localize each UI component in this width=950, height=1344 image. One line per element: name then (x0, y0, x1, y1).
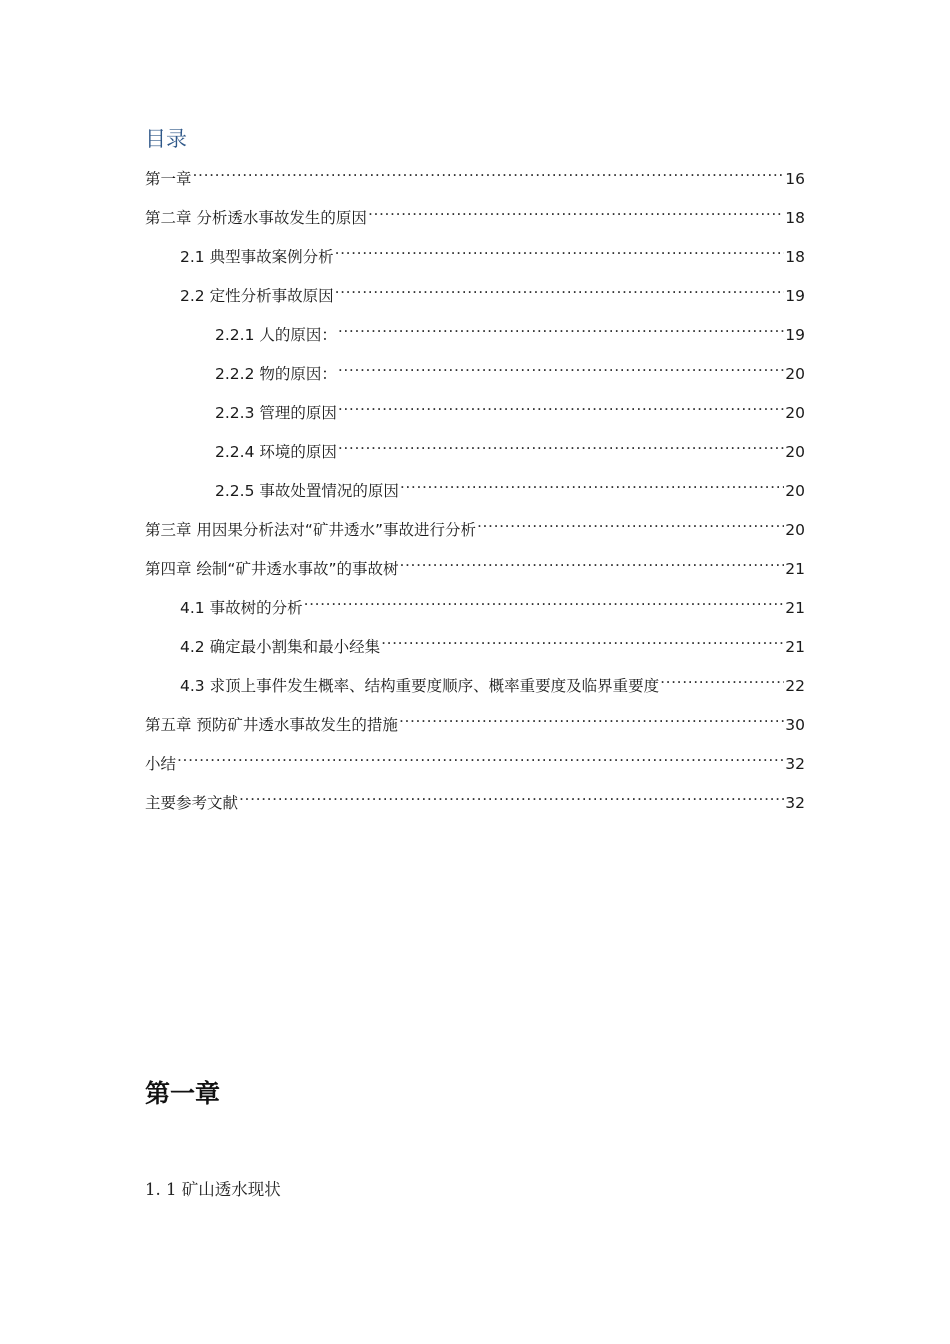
toc-title: 目录 (145, 127, 187, 151)
toc-entry-label: 2.2 定性分析事故原因 (180, 287, 334, 305)
toc-entry-label: 第五章 预防矿井透水事故发生的措施 (145, 716, 398, 734)
toc-entry[interactable] (180, 665, 805, 695)
toc-entry[interactable] (180, 236, 805, 266)
toc-entry-page: 21 (785, 560, 805, 578)
toc-leader-dots (381, 626, 784, 652)
toc-entry-page: 19 (785, 287, 805, 305)
toc-entry-label: 2.2.5 事故处置情况的原因 (215, 482, 399, 500)
toc-leader-dots (338, 353, 784, 379)
toc-entry[interactable] (180, 587, 805, 617)
toc-entry-page: 20 (785, 521, 805, 539)
toc-entry-page: 18 (785, 209, 805, 227)
toc-leader-dots (400, 470, 784, 496)
toc-entry[interactable] (145, 509, 805, 539)
toc-entry[interactable] (145, 782, 805, 812)
toc-entry[interactable] (145, 704, 805, 734)
toc-entry-page: 21 (785, 599, 805, 617)
toc-entry-page: 20 (785, 482, 805, 500)
toc-entry-label: 小结 (145, 755, 177, 773)
section-heading: 1. 1 矿山透水现状 (145, 1180, 281, 1199)
toc-leader-dots (660, 665, 784, 691)
toc-entry-label: 2.2.1 人的原因： (215, 326, 337, 344)
toc-entry-page: 22 (785, 677, 805, 695)
toc-entry-page: 19 (785, 326, 805, 344)
toc-entry-label: 4.2 确定最小割集和最小经集 (180, 638, 381, 656)
toc-entry[interactable] (215, 470, 805, 500)
toc-entry-label: 4.3 求顶上事件发生概率、结构重要度顺序、概率重要度及临界重要度 (180, 677, 660, 695)
toc-leader-dots (477, 509, 784, 535)
toc-entry-page: 30 (785, 716, 805, 734)
toc-entry[interactable] (145, 743, 805, 773)
toc-leader-dots (338, 392, 784, 418)
toc-leader-dots (400, 548, 785, 574)
toc-leader-dots (399, 704, 784, 730)
toc-entry-label: 主要参考文献 (145, 794, 239, 812)
toc-entry-page: 21 (785, 638, 805, 656)
toc-entry-label: 2.1 典型事故案例分析 (180, 248, 334, 266)
toc-entry[interactable] (215, 431, 805, 461)
toc-leader-dots (338, 431, 784, 457)
toc-entry-page: 20 (785, 443, 805, 461)
toc-entry-page: 20 (785, 365, 805, 383)
toc-leader-dots (368, 197, 784, 223)
toc-entry-page: 32 (785, 794, 805, 812)
toc-leader-dots (193, 158, 785, 184)
toc-entry-label: 第四章 绘制“矿井透水事故”的事故树 (145, 560, 399, 578)
toc-entry-label: 4.1 事故树的分析 (180, 599, 303, 617)
toc-entry[interactable] (215, 314, 805, 344)
chapter-heading: 第一章 (145, 1079, 221, 1108)
toc-entry-page: 32 (785, 755, 805, 773)
toc-entry-label: 第二章 分析透水事故发生的原因 (145, 209, 367, 227)
toc-entry[interactable] (145, 548, 805, 578)
toc-entry-label: 2.2.4 环境的原因 (215, 443, 337, 461)
toc-entry-page: 16 (785, 170, 805, 188)
toc-entry[interactable] (215, 392, 805, 422)
toc-leader-dots (335, 275, 785, 301)
toc-leader-dots (239, 782, 784, 808)
toc-leader-dots (335, 236, 785, 262)
toc-entry-label: 第三章 用因果分析法对“矿井透水”事故进行分析 (145, 521, 476, 539)
toc-entry-label: 2.2.2 物的原因： (215, 365, 337, 383)
toc-entry[interactable] (145, 197, 805, 227)
toc-entry-page: 18 (785, 248, 805, 266)
toc-leader-dots (304, 587, 785, 613)
toc-entry[interactable] (145, 158, 805, 188)
toc-leader-dots (338, 314, 784, 340)
toc-entry-label: 2.2.3 管理的原因 (215, 404, 337, 422)
toc-entry-page: 20 (785, 404, 805, 422)
toc-leader-dots (177, 743, 784, 769)
toc-entry[interactable] (215, 353, 805, 383)
toc-entry[interactable] (180, 275, 805, 305)
toc-entry-label: 第一章 (145, 170, 192, 188)
toc-entry[interactable] (180, 626, 805, 656)
